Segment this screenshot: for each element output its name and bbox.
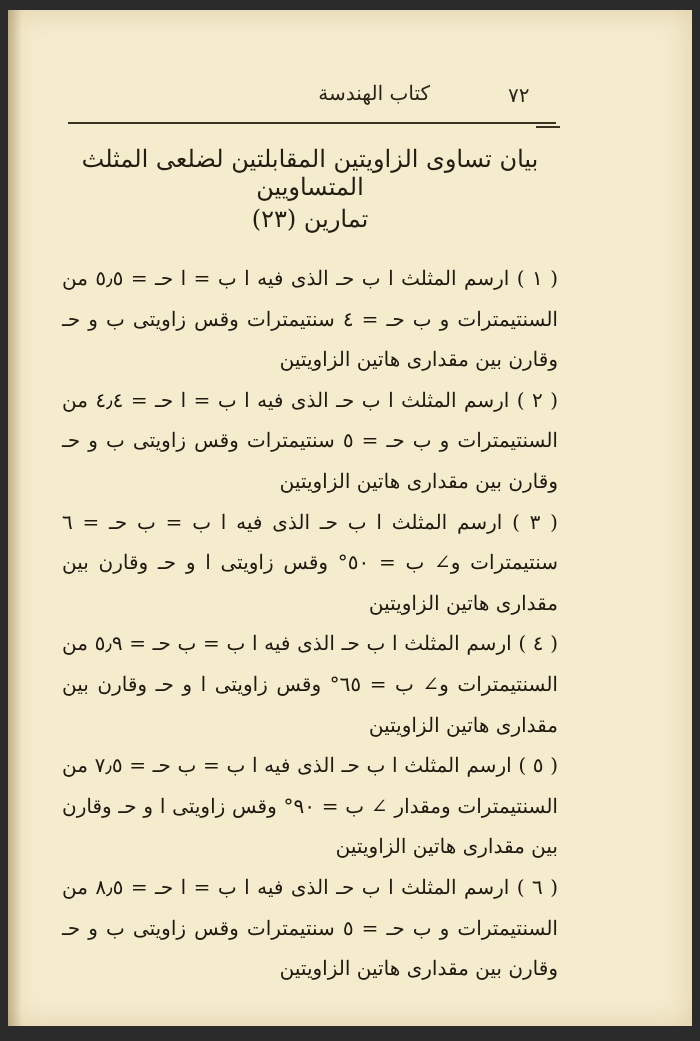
exercise-2: ( ٢ ) ارسم المثلث ا ب حـ الذى فيه ا ب = ا حـ = ٤٫٤ من السنتيمترات و ب حـ = ٥ سنتيمترات وقس زاويتى ب و حـ وقارن بين مقدارى هاتين الزاويتين: [62, 387, 558, 493]
binding-shadow: [8, 10, 22, 1026]
exercise-list: [62, 258, 558, 989]
exercise-5: ( ٥ ) ارسم المثلث ا ب حـ الذى فيه ا ب = ب حـ = ٧٫٥ من السنتيمترات ومقدار ∠ ب = ٩٠° وقس زاويتى ا و حـ وقارن بين مقدارى هاتين الزاويتين: [62, 753, 558, 859]
section-title: بيان تساوى الزاويتين المقابلتين لضلعى المثلث المتساويين: [81, 145, 539, 201]
page-header: [60, 75, 640, 115]
page-number: ٧٢: [508, 83, 530, 107]
exercise-1: ( ١ ) ارسم المثلث ا ب حـ الذى فيه ا ب = ا حـ = ٥٫٥ من السنتيمترات و ب حـ = ٤ سنتيمترات وقس زاويتى ب و حـ وقارن بين مقدارى هاتين الزاويتين: [62, 266, 558, 372]
exercise-3: ( ٣ ) ارسم المثلث ا ب حـ الذى فيه ا ب = ب حـ = ٦ سنتيمترات و∠ ب = ٥٠° وقس زاويتى ا و حـ وقارن بين مقدارى هاتين الزاويتين: [62, 509, 558, 615]
exercise-4: ( ٤ ) ارسم المثلث ا ب حـ الذى فيه ا ب = ب حـ = ٥٫٩ من السنتيمترات و∠ ب = ٦٥° وقس زاويتى ا و حـ وقارن بين مقدارى هاتين الزاويتين: [62, 631, 558, 737]
header-rule: [68, 122, 556, 124]
exercise-6: ( ٦ ) ارسم المثلث ا ب حـ الذى فيه ا ب = ا حـ = ٨٫٥ من السنتيمترات و ب حـ = ٥ سنتيمترات وقس زاويتى ب و حـ وقارن بين مقدارى هاتين الزاويتين: [62, 874, 558, 981]
header-rule-end: [536, 126, 560, 128]
exercises-heading: تمارين (٢٣): [251, 205, 369, 233]
book-title: كتاب الهندسة: [318, 81, 430, 105]
